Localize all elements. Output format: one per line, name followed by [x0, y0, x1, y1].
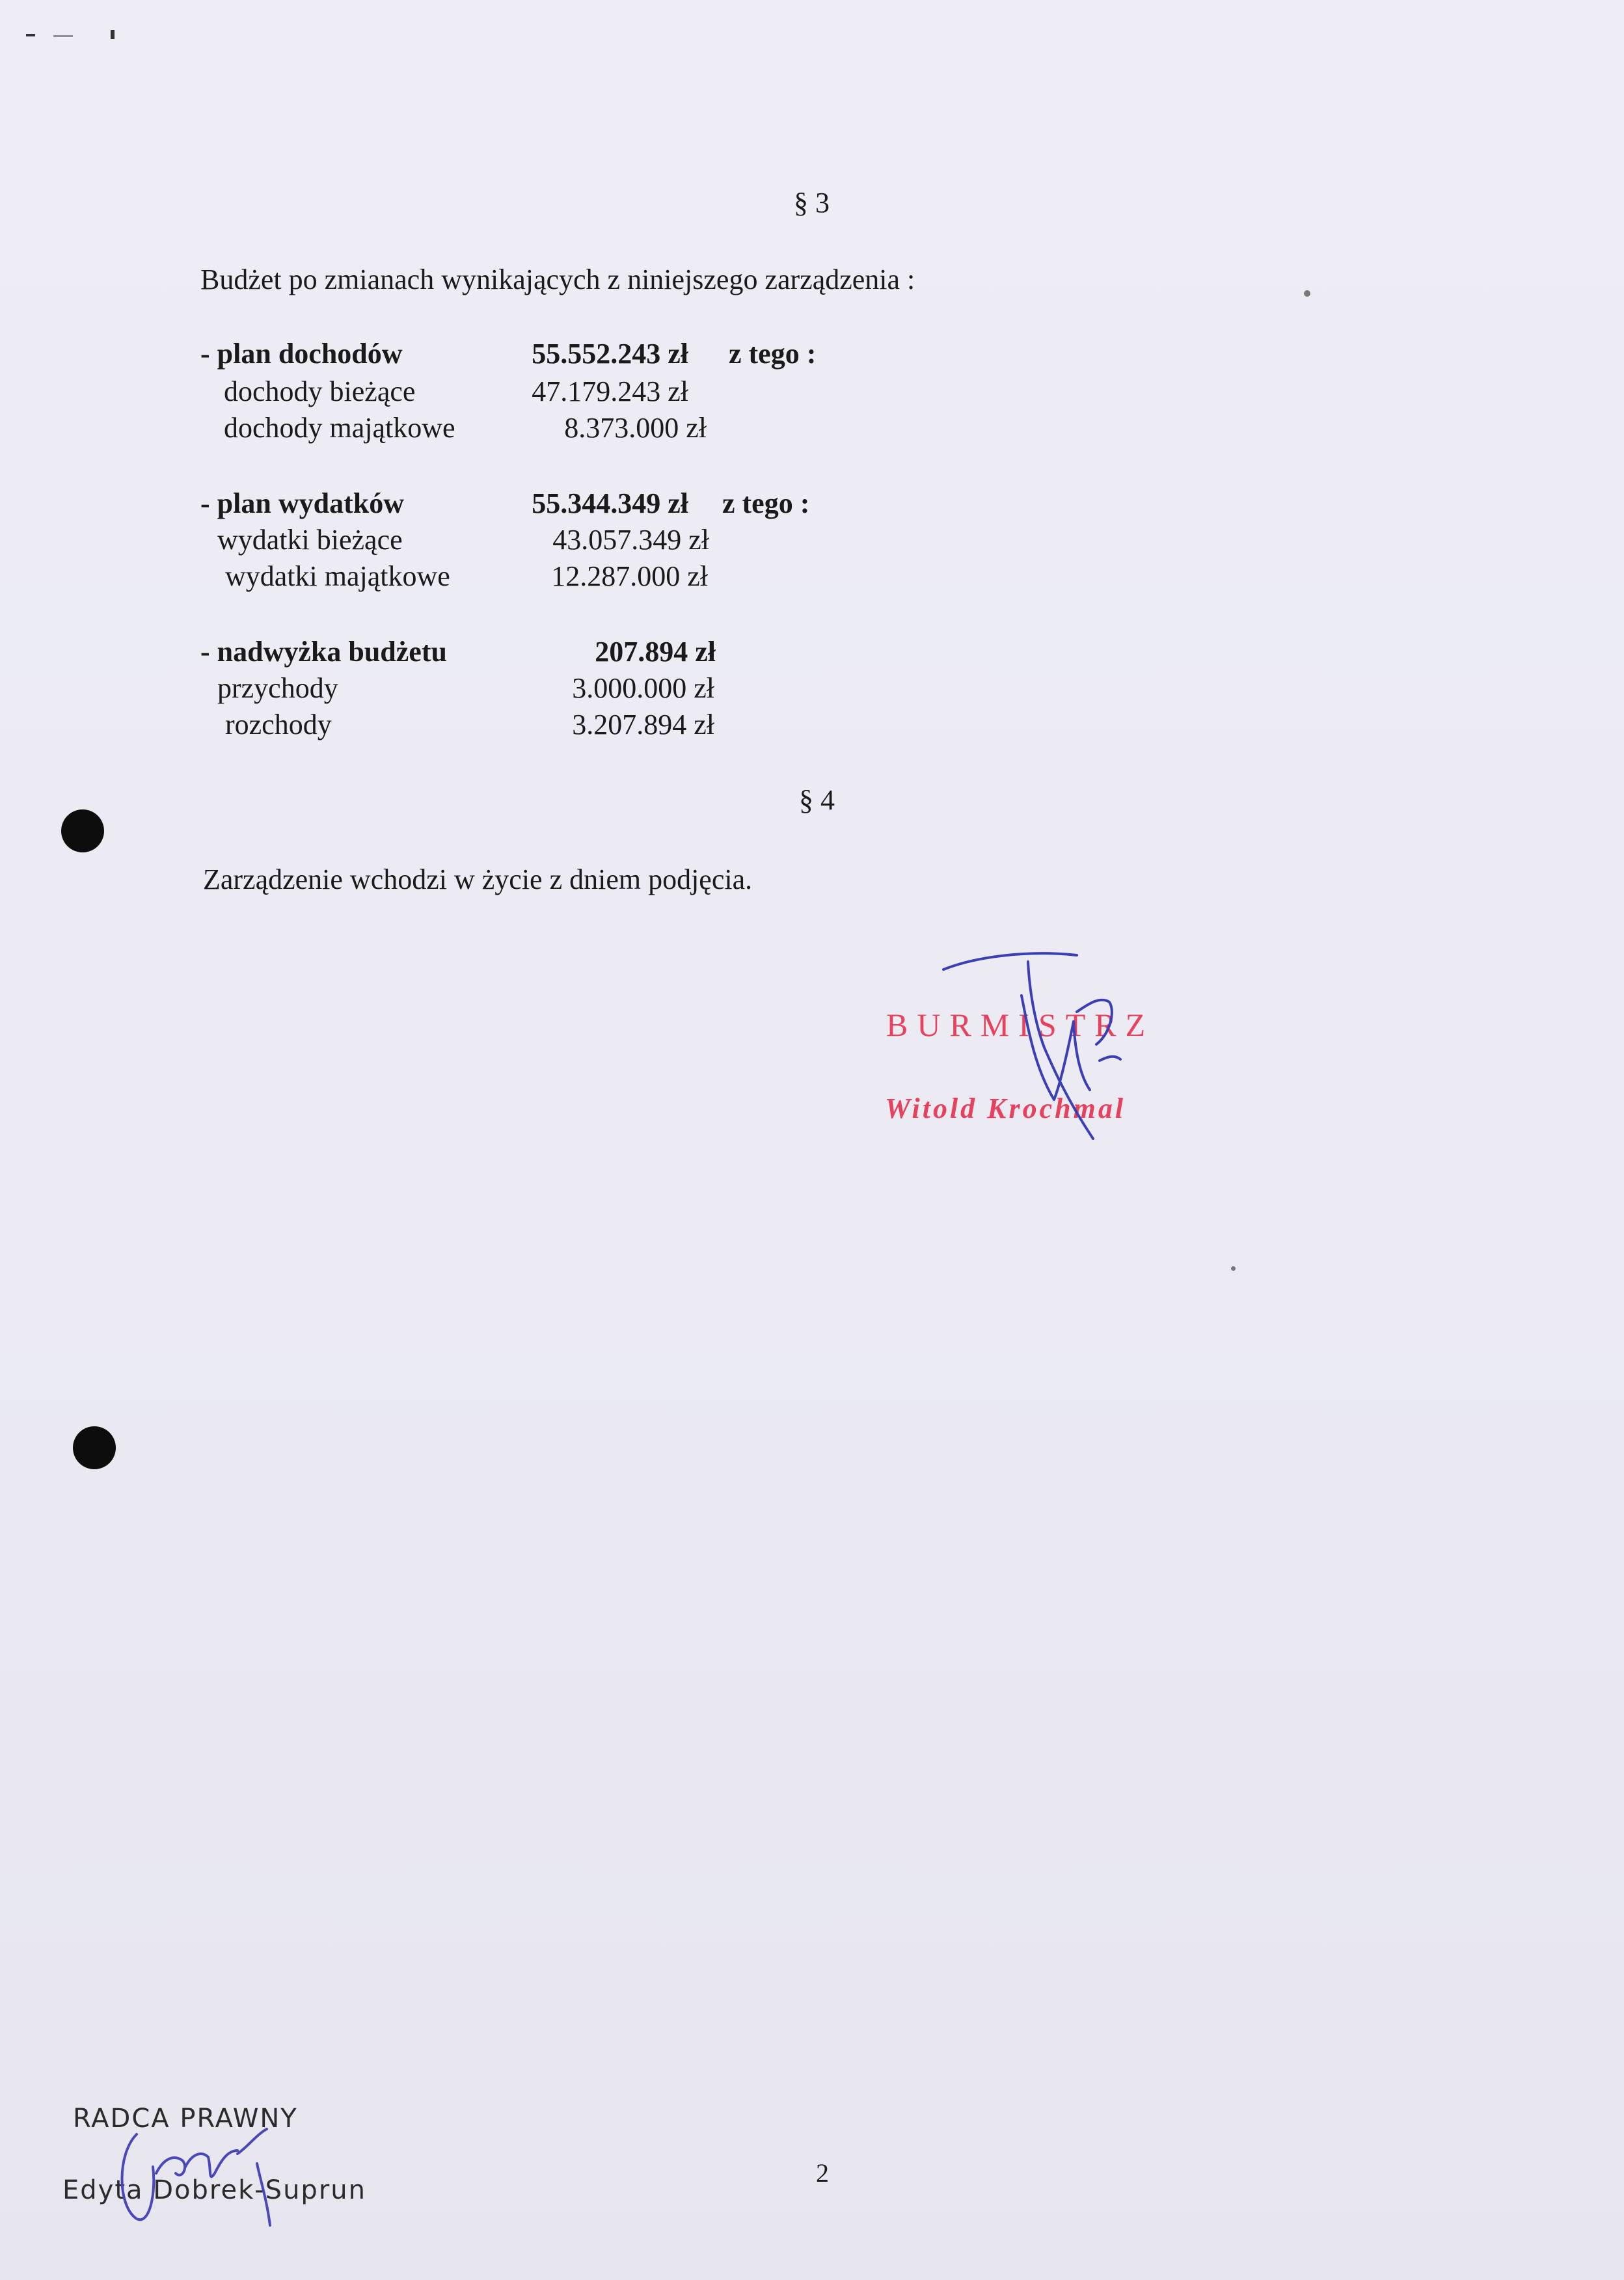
expenses-plan-label: - plan wydatków — [200, 487, 404, 519]
legal-counsel-signature — [111, 2115, 319, 2232]
expenses-plan-suffix: z tego : — [722, 487, 810, 519]
section-4-heading: § 4 — [799, 784, 835, 816]
stamp-name: Witold Krochmal — [885, 1092, 1126, 1124]
punch-hole — [61, 809, 104, 852]
scan-speck — [1231, 1266, 1236, 1271]
outflows-value: 3.207.894 zł — [572, 709, 714, 740]
stamp-title: BURMISTRZ — [886, 1007, 1155, 1043]
surplus-value: 207.894 zł — [595, 636, 716, 668]
legal-counsel-title: RADCA PRAWNY — [73, 2104, 298, 2134]
section-3-heading: § 3 — [794, 187, 830, 219]
income-plan-value: 55.552.243 zł — [532, 338, 688, 370]
mayor-signature — [937, 950, 1158, 1145]
income-current-label: dochody bieżące — [224, 375, 416, 407]
budget-intro-text: Budżet po zmianach wynikających z niniejszego zarządzenia : — [200, 264, 915, 295]
expenses-current-value: 43.057.349 zł — [552, 524, 709, 556]
scan-artifact — [26, 34, 35, 36]
scan-artifact — [111, 30, 115, 39]
income-capital-label: dochody majątkowe — [224, 412, 455, 444]
revenue-value: 3.000.000 zł — [572, 672, 714, 704]
income-capital-value: 8.373.000 zł — [564, 412, 707, 444]
scan-speck — [1304, 290, 1310, 297]
expenses-capital-label: wydatki majątkowe — [225, 560, 450, 592]
legal-counsel-name: Edyta Dobrek-Suprun — [62, 2175, 366, 2205]
expenses-plan-value: 55.344.349 zł — [532, 487, 688, 519]
revenue-label: przychody — [217, 672, 338, 704]
income-plan-label: - plan dochodów — [200, 338, 403, 370]
page-number: 2 — [816, 2158, 829, 2188]
expenses-capital-value: 12.287.000 zł — [551, 560, 708, 592]
effective-date-text: Zarządzenie wchodzi w życie z dniem podjęcia. — [203, 863, 753, 895]
scan-artifact — [53, 35, 73, 37]
surplus-label: - nadwyżka budżetu — [200, 636, 447, 668]
punch-hole — [73, 1426, 116, 1469]
income-current-value: 47.179.243 zł — [532, 375, 688, 407]
income-plan-suffix: z tego : — [729, 338, 817, 370]
expenses-current-label: wydatki bieżące — [217, 524, 403, 556]
outflows-label: rozchody — [225, 709, 332, 740]
